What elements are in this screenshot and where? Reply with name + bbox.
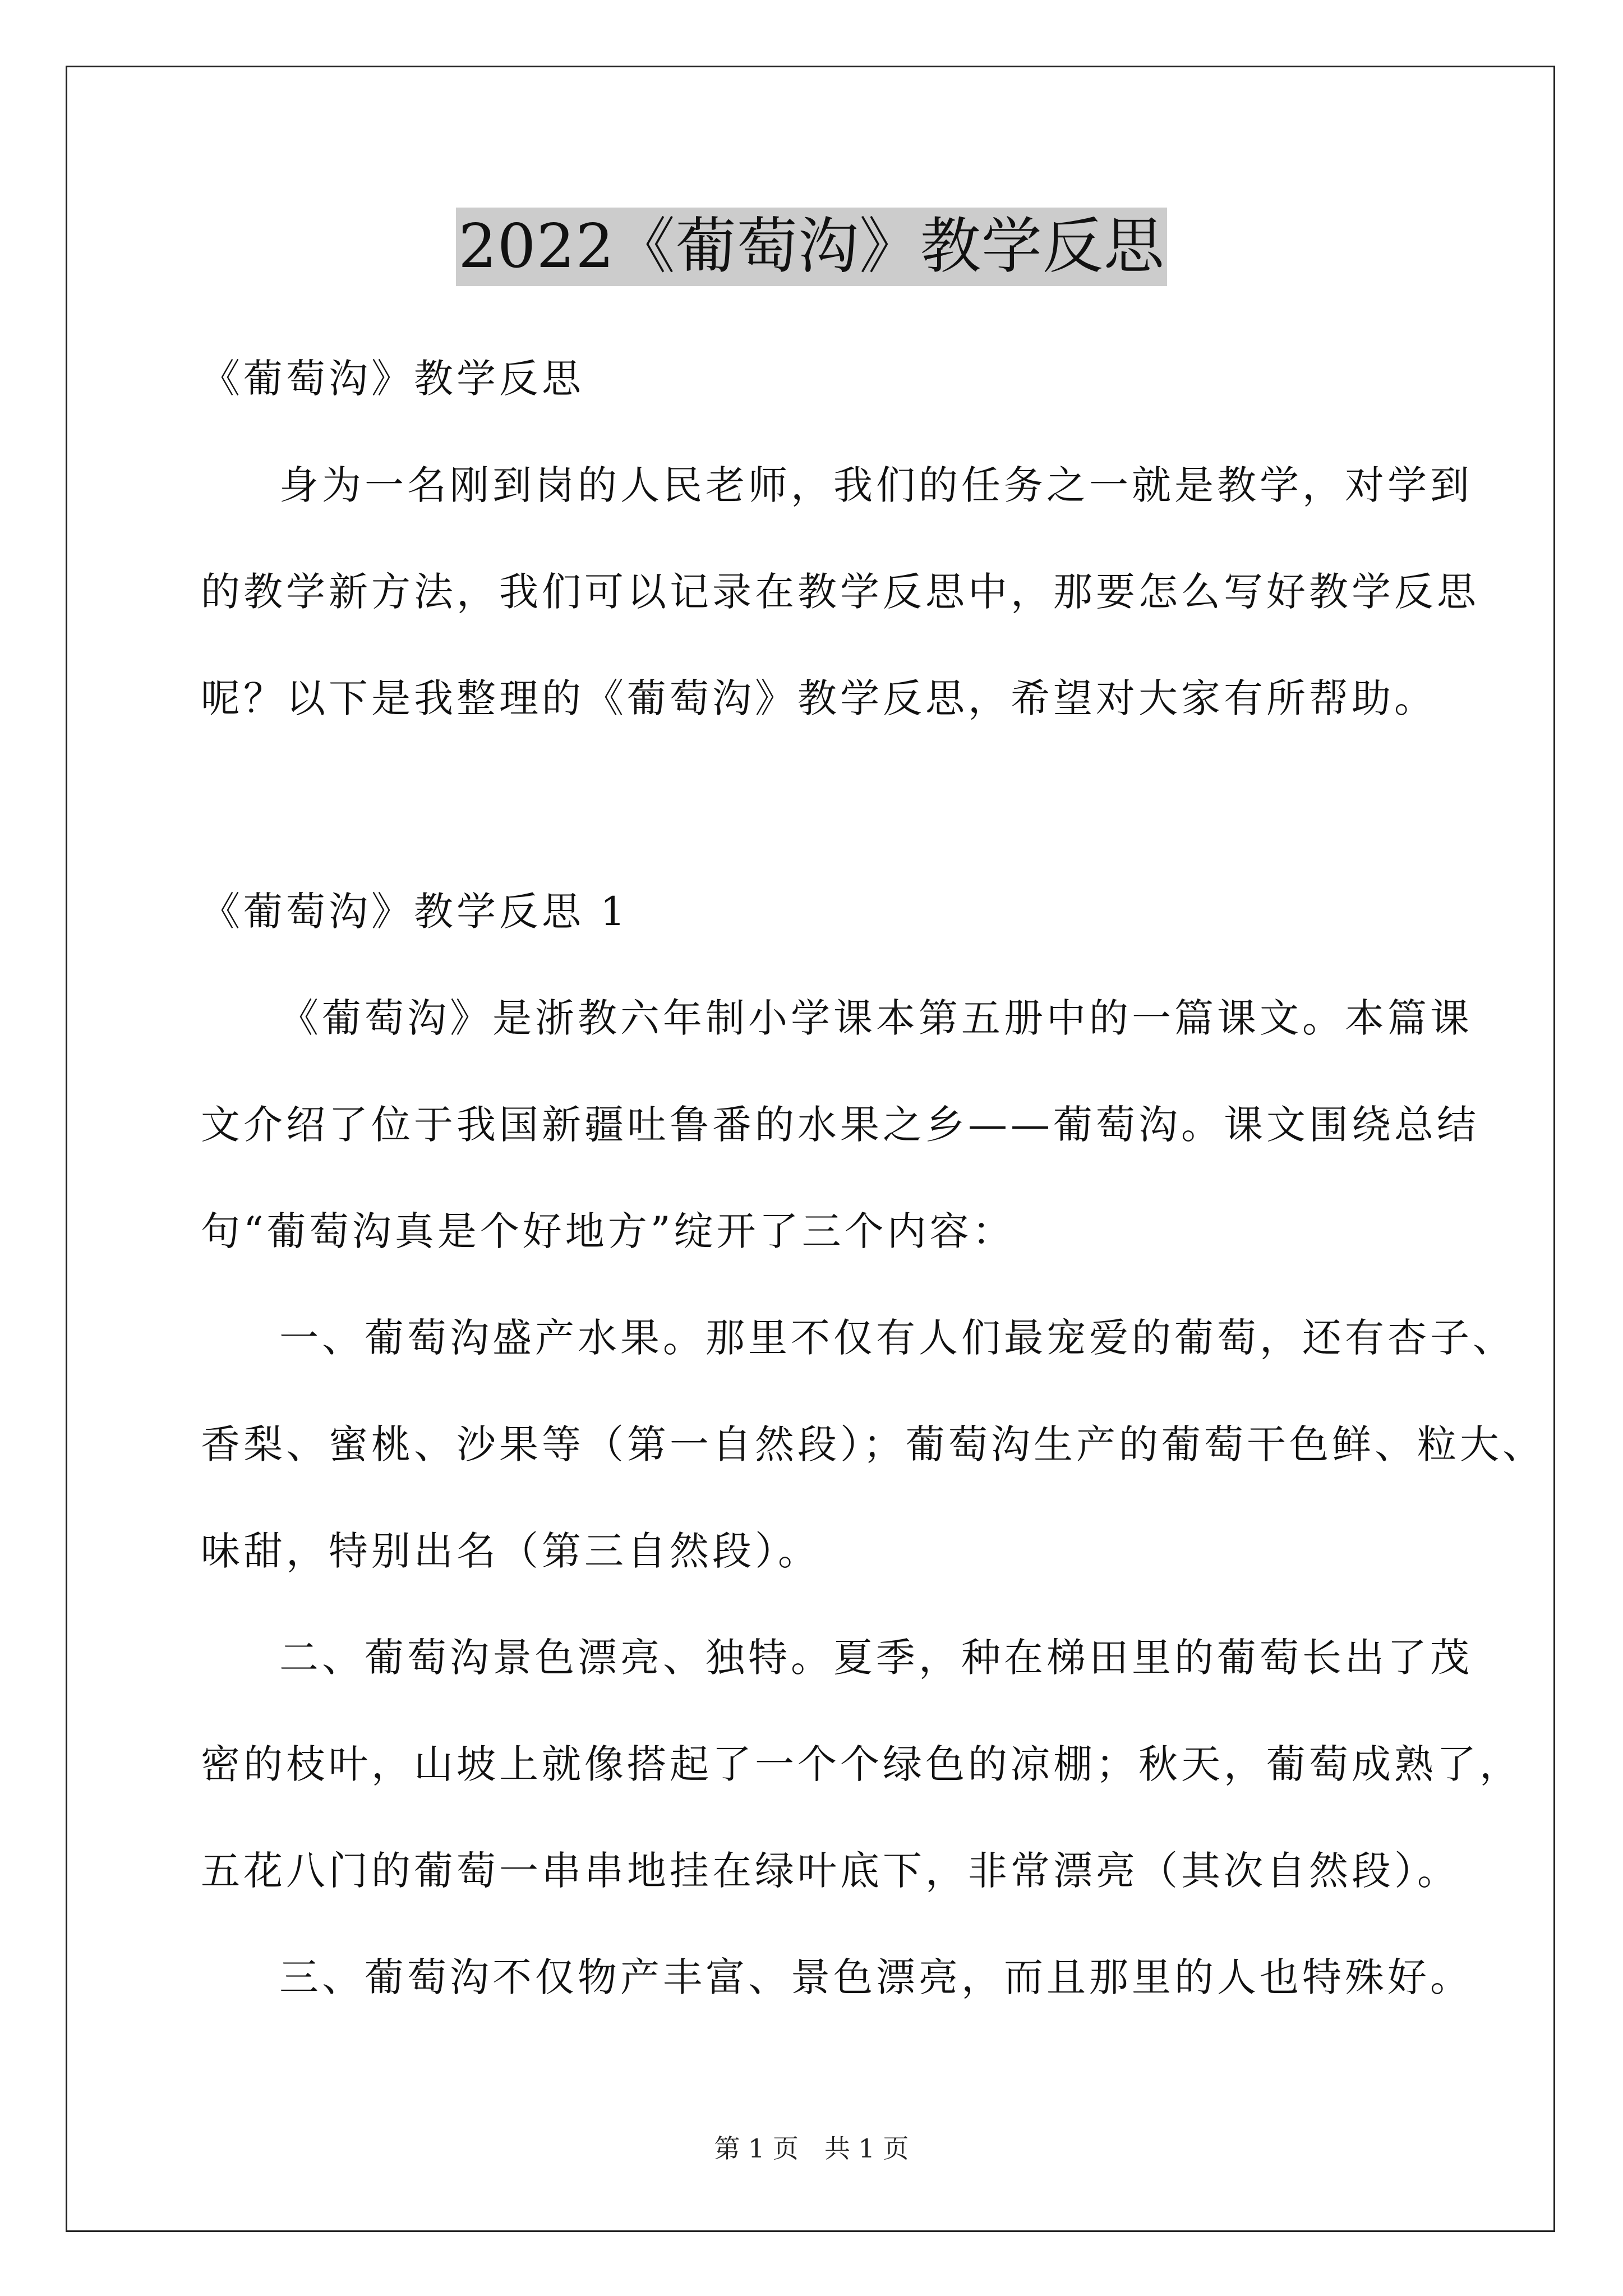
- page-footer: 第 1 页 共 1 页: [714, 2133, 909, 2164]
- paragraph-line: 香梨、蜜桃、沙果等（第一自然段）；葡萄沟生产的葡萄干色鲜、粒大、: [201, 1421, 1545, 1467]
- title-wrap: [0, 208, 1623, 286]
- paragraph-line: 的教学新方法，我们可以记录在教学反思中，那要怎么写好教学反思: [201, 569, 1479, 615]
- paragraph-line: 《葡萄沟》是浙教六年制小学课本第五册中的一篇课文。本篇课: [279, 995, 1473, 1041]
- paragraph-line: 三、葡萄沟不仅物产丰富、景色漂亮，而且那里的人也特殊好。: [279, 1954, 1473, 2000]
- section-heading: 《葡萄沟》教学反思 1: [201, 889, 629, 935]
- document-subtitle: 《葡萄沟》教学反思: [201, 356, 584, 402]
- document-title: 2022《葡萄沟》教学反思: [456, 208, 1167, 286]
- paragraph-line: 味甜，特别出名（第三自然段）。: [201, 1528, 820, 1574]
- paragraph-line: 句“葡萄沟真是个好地方”绽开了三个内容：: [201, 1208, 1015, 1254]
- paragraph-line: 五花八门的葡萄一串串地挂在绿叶底下，非常漂亮（其次自然段）。: [201, 1848, 1460, 1894]
- paragraph-line: 二、葡萄沟景色漂亮、独特。夏季，种在梯田里的葡萄长出了茂: [279, 1635, 1473, 1681]
- paragraph-line: 身为一名刚到岗的人民老师，我们的任务之一就是教学，对学到: [279, 462, 1473, 508]
- paragraph-line: 密的枝叶，山坡上就像搭起了一个个绿色的凉棚；秋天，葡萄成熟了，: [201, 1741, 1522, 1787]
- paragraph-line: 一、葡萄沟盛产水果。那里不仅有人们最宠爱的葡萄，还有杏子、: [279, 1315, 1515, 1361]
- paragraph-line: 文介绍了位于我国新疆吐鲁番的水果之乡——葡萄沟。课文围绕总结: [201, 1102, 1479, 1148]
- paragraph-line: 呢？以下是我整理的《葡萄沟》教学反思，希望对大家有所帮助。: [201, 675, 1437, 721]
